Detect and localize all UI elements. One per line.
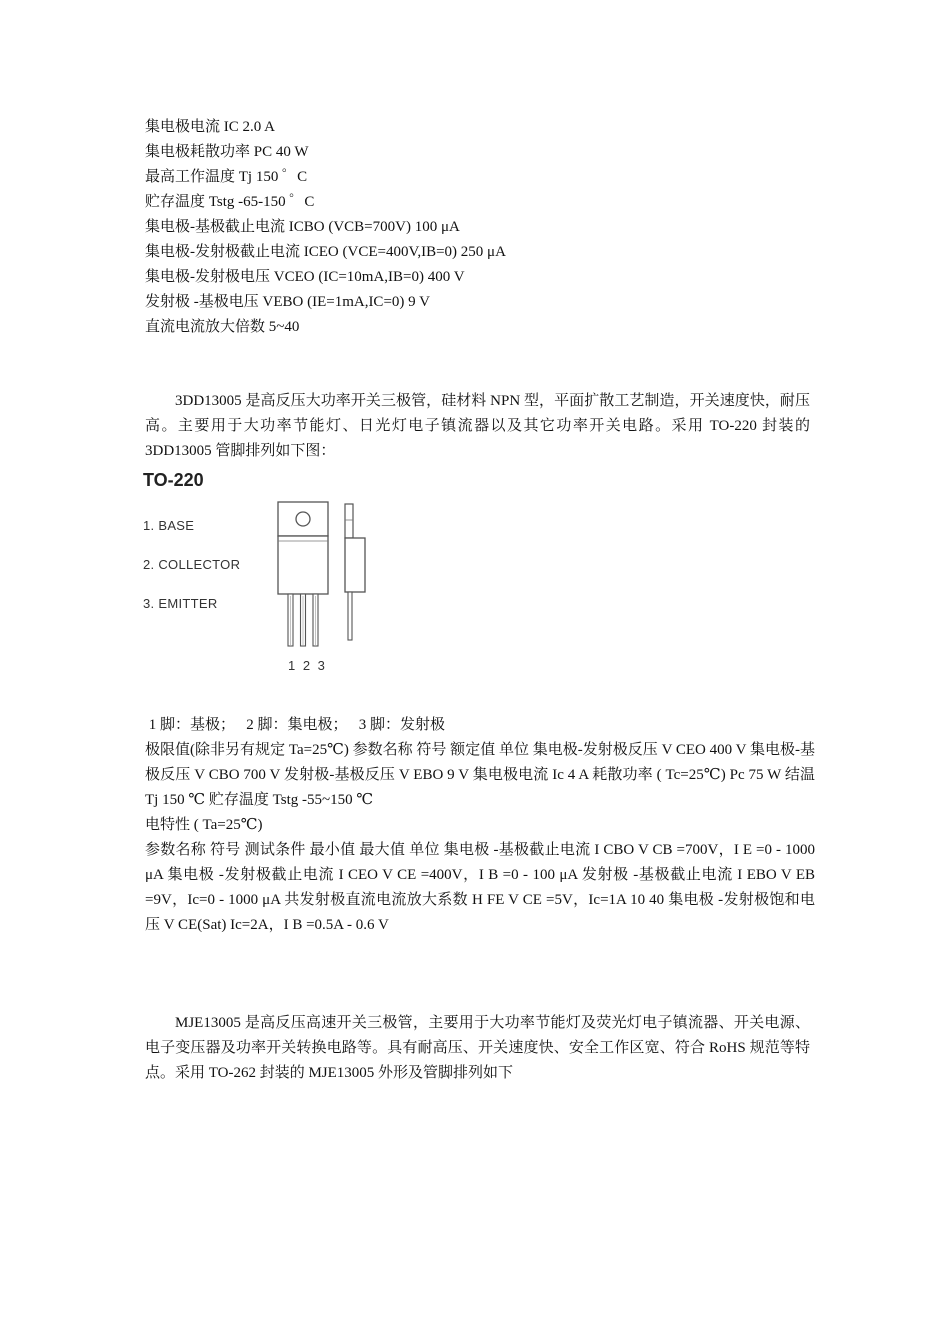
spec-line: 集电极耗散功率 PC 40 W <box>145 144 309 160</box>
figure-title: TO-220 <box>143 470 204 490</box>
to220-package-drawing <box>273 500 383 650</box>
spec-line: 发射极 -基极电压 VEBO (IE=1mA,IC=0) 9 V <box>145 294 430 310</box>
spec-line: 集电极-基极截止电流 ICBO (VCB=700V) 100 μA <box>145 219 460 235</box>
to220-figure <box>143 470 443 680</box>
pin-label-emitter: 3. EMITTER <box>143 596 218 611</box>
spec-line: 集电极-发射极电压 VCEO (IC=10mA,IB=0) 400 V <box>145 269 465 285</box>
pin-numbers: 1 2 3 <box>288 658 327 673</box>
spec-list <box>145 115 825 340</box>
paragraph-mje13005: MJE13005 是高反压高速开关三极管，主要用于大功率节能灯及荧光灯电子镇流器、开关电源、电子变压器及功率开关转换电路等。具有耐高压、开关速度快、安全工作区宽、符合 RoHS 规范等特点。采用 TO-262 封装的 MJE13005 外形及管脚排列如下 <box>145 1015 810 1081</box>
spec-line: 直流电流放大倍数 5~40 <box>145 319 300 335</box>
spec-line: 集电极-发射极截止电流 ICEO (VCE=400V,IB=0) 250 μA <box>145 244 506 260</box>
electrical-characteristics-text: 参数名称 符号 测试条件 最小值 最大值 单位 集电极 -基极截止电流 I CBO V CB =700V，I E =0 - 1000 μA 集电极 -发射极截止电流 I CEO V CE =400V，I B =0 - 100 μA 发射极 -基极截止电流 I EBO V EB =9V，Ic=0 - 1000 μA 共发射极直流电流放大系数 H FE V CE =5V，Ic=1A 10 40 集电极 -发射极饱和电压 V CE(Sat) Ic=2A，I B =0.5A - 0.6 V <box>145 842 815 933</box>
pin-assignment-line: 1 脚：基极； 2 脚：集电极； 3 脚：发射极 <box>145 717 446 733</box>
pin-label-collector: 2. COLLECTOR <box>143 557 241 572</box>
paragraph-3dd13005: 3DD13005 是高反压大功率开关三极管，硅材料 NPN 型，平面扩散工艺制造，开关速度快，耐压高。主要用于大功率节能灯、日光灯电子镇流器以及其它功率开关电路。采用 TO-220 封装的 3DD13005 管脚排列如下图： <box>145 393 810 459</box>
spec-line: 最高工作温度 Tj 150 ゜C <box>145 169 308 185</box>
electrical-characteristics-title: 电特性 ( Ta=25℃) <box>145 817 263 833</box>
pin-label-base: 1. BASE <box>143 518 195 533</box>
spec-line: 贮存温度 Tstg -65-150 ゜C <box>145 194 315 210</box>
limit-values-text: 极限值(除非另有规定 Ta=25℃) 参数名称 符号 额定值 单位 集电极-发射极反压 V CEO 400 V 集电极-基极反压 V CBO 700 V 发射极-基极反压 V EBO 9 V 集电极电流 Ic 4 A 耗散功率 ( Tc=25℃) Pc 75 W 结温 Tj 150 ℃ 贮存温度 Tstg -55~150 ℃ <box>145 742 815 808</box>
spec-line: 集电极电流 IC 2.0 A <box>145 119 276 135</box>
